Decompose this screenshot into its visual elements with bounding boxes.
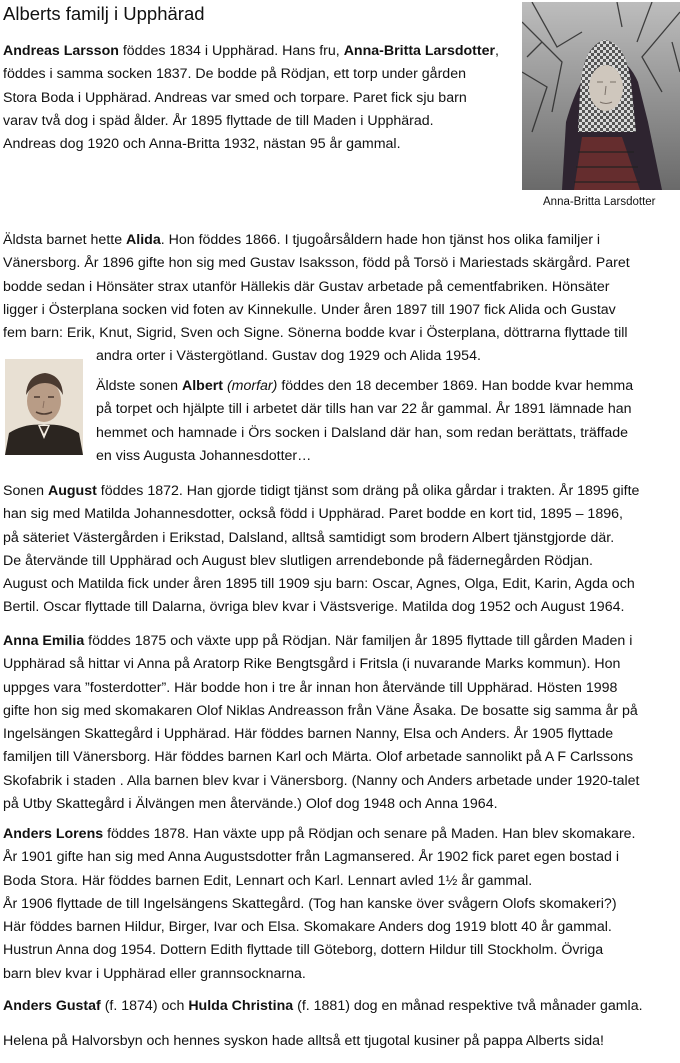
- anna-britta-photo: [522, 2, 680, 190]
- text-run: , föddes i samma socken 1837. De bodde på Rödjan, ett torp under gården Stora Boda i Upphärad. Andreas var smed och torpare. Paret fick sju barn varav två dog i späd ålder. År 1895 flyttade de till Maden i Upphärad. Andreas dog 1920 och Anna-Britta 1932, nästan 95 år gammal.: [3, 43, 499, 153]
- photo-caption: Anna-Britta Larsdotter: [543, 196, 656, 208]
- anna-emilia-paragraph: [3, 630, 680, 816]
- intro-paragraph: [3, 40, 518, 156]
- bold-name: Hulda Christina: [188, 998, 294, 1014]
- albert-photo: [5, 359, 83, 455]
- portrait-image-icon: [522, 2, 680, 190]
- text-run: föddes 1834 i Upphärad. Hans fru,: [118, 43, 344, 59]
- bold-name: Alida: [126, 232, 161, 248]
- anders-lorens-paragraph: [3, 823, 680, 986]
- portrait-image-icon: [5, 359, 83, 455]
- text-run: . Hon föddes 1866. I tjugoårsåldern hade hon tjänst hos olika familjer i Vänersborg. År 1896 gifte hon sig med Gustav Isaksson, född på Torsö i Mariestads skärgård. Paret bodde sedan i Hönsäter strax utanför Hällekis där Gustav arbetade på cementfabriken. Hönsäter ligger i Österplana socken vid foten av Kinnekulle. Under åren 1897 till 1907 fick Alida och Gustav fem barn: Erik, Knut, Sigrid, Sven och Signe. Sönerna bodde kvar i Österplana, döttrarna flyttade till: [3, 232, 630, 342]
- bold-name: Albert: [181, 378, 223, 394]
- bold-name: Anna Emilia: [3, 633, 85, 649]
- text-run: föddes den 18 december 1869. Han bodde kvar hemma på torpet och hjälpte till i arbetet där tills han var 22 år gammal. År 1891 lämnade han hemmet och hamnade i Örs socken i Dalsland där han, som redan berättats, träffade en viss Augusta Johannesdotter…: [96, 378, 634, 464]
- text-run: Sonen: [3, 483, 48, 499]
- alida-paragraph: [3, 229, 680, 345]
- bold-name: Anna-Britta Larsdotter: [343, 43, 496, 59]
- bold-name: August: [47, 483, 97, 499]
- text-run: föddes 1878. Han växte upp på Rödjan och senare på Maden. Han blev skomakare. År 1901 gifte han sig med Anna Augustsdotter från Lagmansered. År 1902 fick paret egen bostad i Boda Stora. Här föddes barnen Edit, Lennart och Karl. Lennart avled 1½ år gammal. År 1906 flyttade de till Ingelsängens Skattegård. (Tog han kanske över svågern Olofs skomakeri?) Här föddes barnen Hildur, Birger, Ivar och Elsa. Skomakare Anders dog 1919 blott 40 år gammal. Hustrun Anna dog 1954. Dottern Edith flyttade till Göteborg, dottern Hildur till Stockholm. Övriga barn blev kvar i Upphärad eller grannsocknarna.: [3, 826, 636, 982]
- page-title: Alberts familj i Upphärad: [3, 3, 205, 24]
- text-run: föddes 1875 och växte upp på Rödjan. När familjen år 1895 flyttade till gården Maden i Upphärad så hittar vi Anna på Aratorp Rike Bengtsgård i Fritsla (i nuvarande Marks kommun). Hon uppges vara ”fosterdotter”. Här bodde hon i tre år innan hon återvände till Upphärad. Hösten 1998 gifte hon sig med skomakaren Olof Niklas Andreasson från Väne Åsaka. De bosatte sig samma år på Ingelsängen Skattegård i Upphärad. Här föddes barnen Nanny, Elsa och Anders. År 1905 flyttade familjen till Vänersborg. Här föddes barnen Karl och Märta. Olof arbetade sannolikt på A F Carlssons Skofabrik i staden . Alla barnen blev kvar i Vänersborg. (Nanny och Anders arbetade under 1920-talet på Utby Skattegård i Älvängen men återvände.) Olof dog 1948 och Anna 1964.: [3, 633, 640, 813]
- text-run: Äldsta barnet hette: [3, 232, 127, 248]
- bold-name: Anders Lorens: [3, 826, 104, 842]
- text-run: (f. 1881) dog en månad respektive två månader gamla.: [293, 998, 643, 1014]
- text-run: (f. 1874) och: [100, 998, 189, 1014]
- alida-paragraph-end: andra orter i Västergötland. Gustav dog 1929 och Alida 1954.: [96, 348, 481, 364]
- albert-paragraph: [96, 375, 680, 468]
- text-run: Äldste sonen: [96, 378, 182, 394]
- bold-name: Anders Gustaf: [3, 998, 101, 1014]
- closing-paragraph: Helena på Halvorsbyn och hennes syskon hade alltså ett tjugotal kusiner på pappa Alberts sida!: [3, 1033, 604, 1049]
- twins-paragraph: [3, 995, 680, 1018]
- italic-note: (morfar): [226, 378, 278, 394]
- text-run: föddes 1872. Han gjorde tidigt tjänst som dräng på olika gårdar i trakten. År 1895 gifte han sig med Matilda Johannesdotter, också född i Upphärad. Paret bodde en kort tid, 1895 – 1896, på säteriet Västergården i Erikstad, Dalsland, alltså samtidigt som brodern Albert tjänstgjorde där. De återvände till Upphärad och August blev slutligen arrendebonde på fädernegården Rödjan. August och Matilda fick under åren 1895 till 1909 sju barn: Oscar, Agnes, Olga, Edit, Karin, Agda och Bertil. Oscar flyttade till Dalarna, övriga blev kvar i Västsverige. Matilda dog 1952 och August 1964.: [3, 483, 640, 616]
- bold-name: Andreas Larsson: [3, 43, 119, 59]
- august-paragraph: [3, 480, 680, 620]
